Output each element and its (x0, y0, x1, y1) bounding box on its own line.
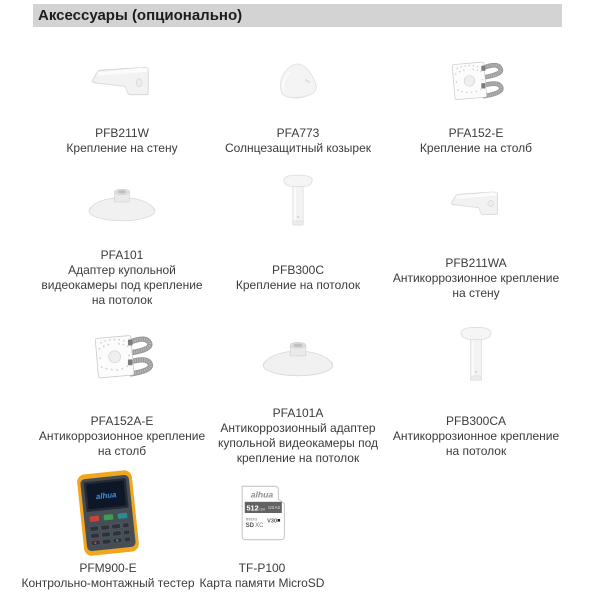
accessory-card-pfa152e (381, 46, 571, 164)
accessory-card-pfa101 (27, 165, 217, 313)
accessory-desc-line: Адаптер купольной (68, 263, 176, 277)
sd-type-xc-text: XC (255, 522, 264, 529)
dome-adapter-icon (85, 181, 159, 227)
accessory-desc-line: крепление на потолок (236, 451, 360, 465)
accessory-desc-line: на столб (97, 443, 147, 458)
pfb300c-ceiling-mount-image (203, 165, 393, 243)
accessory-model: TF-P100 (238, 561, 286, 575)
accessory-card-pfa773 (203, 46, 393, 164)
accessory-card-pfb211w (27, 46, 217, 164)
pole-mount-icon (444, 55, 508, 109)
accessory-desc-line: Крепление на потолок (235, 278, 361, 292)
accessory-card-pfa101a (203, 318, 393, 474)
accessory-model: PFB300CA (445, 413, 507, 428)
sd-capacity-unit-text: GB (259, 506, 265, 512)
ceiling-mount-icon (458, 319, 494, 397)
accessory-card-pfb300ca (381, 318, 571, 474)
accessory-desc-line: Антикоррозионное крепление (392, 428, 560, 443)
accessory-card-tfp100 (167, 468, 357, 594)
pfa152ae-pole-mount-image (27, 318, 217, 398)
accessory-desc-line: на стену (452, 285, 500, 300)
sd-brand-text: alhua (250, 489, 274, 500)
accessory-desc-line: Антикоррозионный адаптер (220, 421, 376, 435)
accessory-model: PFB300C (271, 263, 325, 277)
sd-video-speed-text: V30 (267, 518, 278, 525)
section-header (33, 4, 562, 27)
sd-type-micro-text: micro (245, 517, 258, 523)
wall-mount-icon (440, 185, 512, 223)
sun-shield-icon (270, 59, 326, 105)
accessory-card-pfb300c (203, 165, 393, 313)
sd-rating-text: U3 A2 (268, 505, 281, 511)
tester-screen-brand: alhua (95, 490, 117, 502)
ceiling-mount-icon (281, 169, 315, 239)
accessory-desc-line: Крепление на стену (66, 141, 178, 155)
accessory-model: PFB211W (95, 126, 149, 140)
accessory-desc-line: купольной видеокамеры под (218, 436, 378, 450)
accessory-desc-line: на потолок (445, 443, 507, 458)
tfp100-microsd-image (167, 468, 357, 558)
accessory-model: PFA773 (276, 126, 320, 140)
test-monitor-icon (71, 469, 145, 557)
accessory-model: PFA101A (272, 406, 324, 420)
pfb211w-wall-mount-image (27, 46, 217, 118)
accessory-card-pfa152ae (27, 318, 217, 474)
wall-mount-icon (90, 59, 154, 105)
pfa773-sun-shield-image (203, 46, 393, 118)
accessory-desc-line: на потолок (91, 293, 153, 307)
accessory-desc-line: Крепление на столб (419, 141, 533, 155)
pfa101a-dome-adapter-image (203, 318, 393, 398)
accessory-model: PFM900-E (79, 561, 137, 575)
accessory-desc-line: видеокамеры под крепление (41, 278, 203, 292)
accessory-desc-line: Карта памяти MicroSD (199, 576, 325, 590)
dome-adapter-icon (259, 333, 337, 383)
accessory-card-pfb211wa (381, 165, 571, 313)
accessory-desc-line: Контрольно-монтажный тестер (21, 576, 195, 590)
accessory-model: PFA101 (100, 248, 144, 262)
accessory-desc-line: Антикоррозионное крепление (392, 270, 560, 285)
pfa152e-pole-mount-image (381, 46, 571, 118)
accessory-desc-line: Солнцезащитный козырек (224, 141, 372, 155)
accessory-desc-line: Антикоррозионное крепление (38, 428, 206, 443)
accessory-model: PFA152-E (448, 126, 504, 140)
pole-mount-icon (89, 327, 155, 389)
page-title: Аксессуары (опционально) (38, 7, 243, 24)
sd-type-sd-text: SD (245, 522, 254, 529)
accessory-model: PFB211WA (445, 255, 507, 270)
accessory-model: PFA152A-E (90, 413, 154, 428)
pfb300ca-ceiling-mount-image (381, 318, 571, 398)
microsd-card-icon (230, 482, 294, 544)
pfa101-dome-adapter-image (27, 165, 217, 243)
sd-capacity-text: 512 (246, 503, 259, 513)
pfb211wa-wall-mount-image (381, 165, 571, 243)
